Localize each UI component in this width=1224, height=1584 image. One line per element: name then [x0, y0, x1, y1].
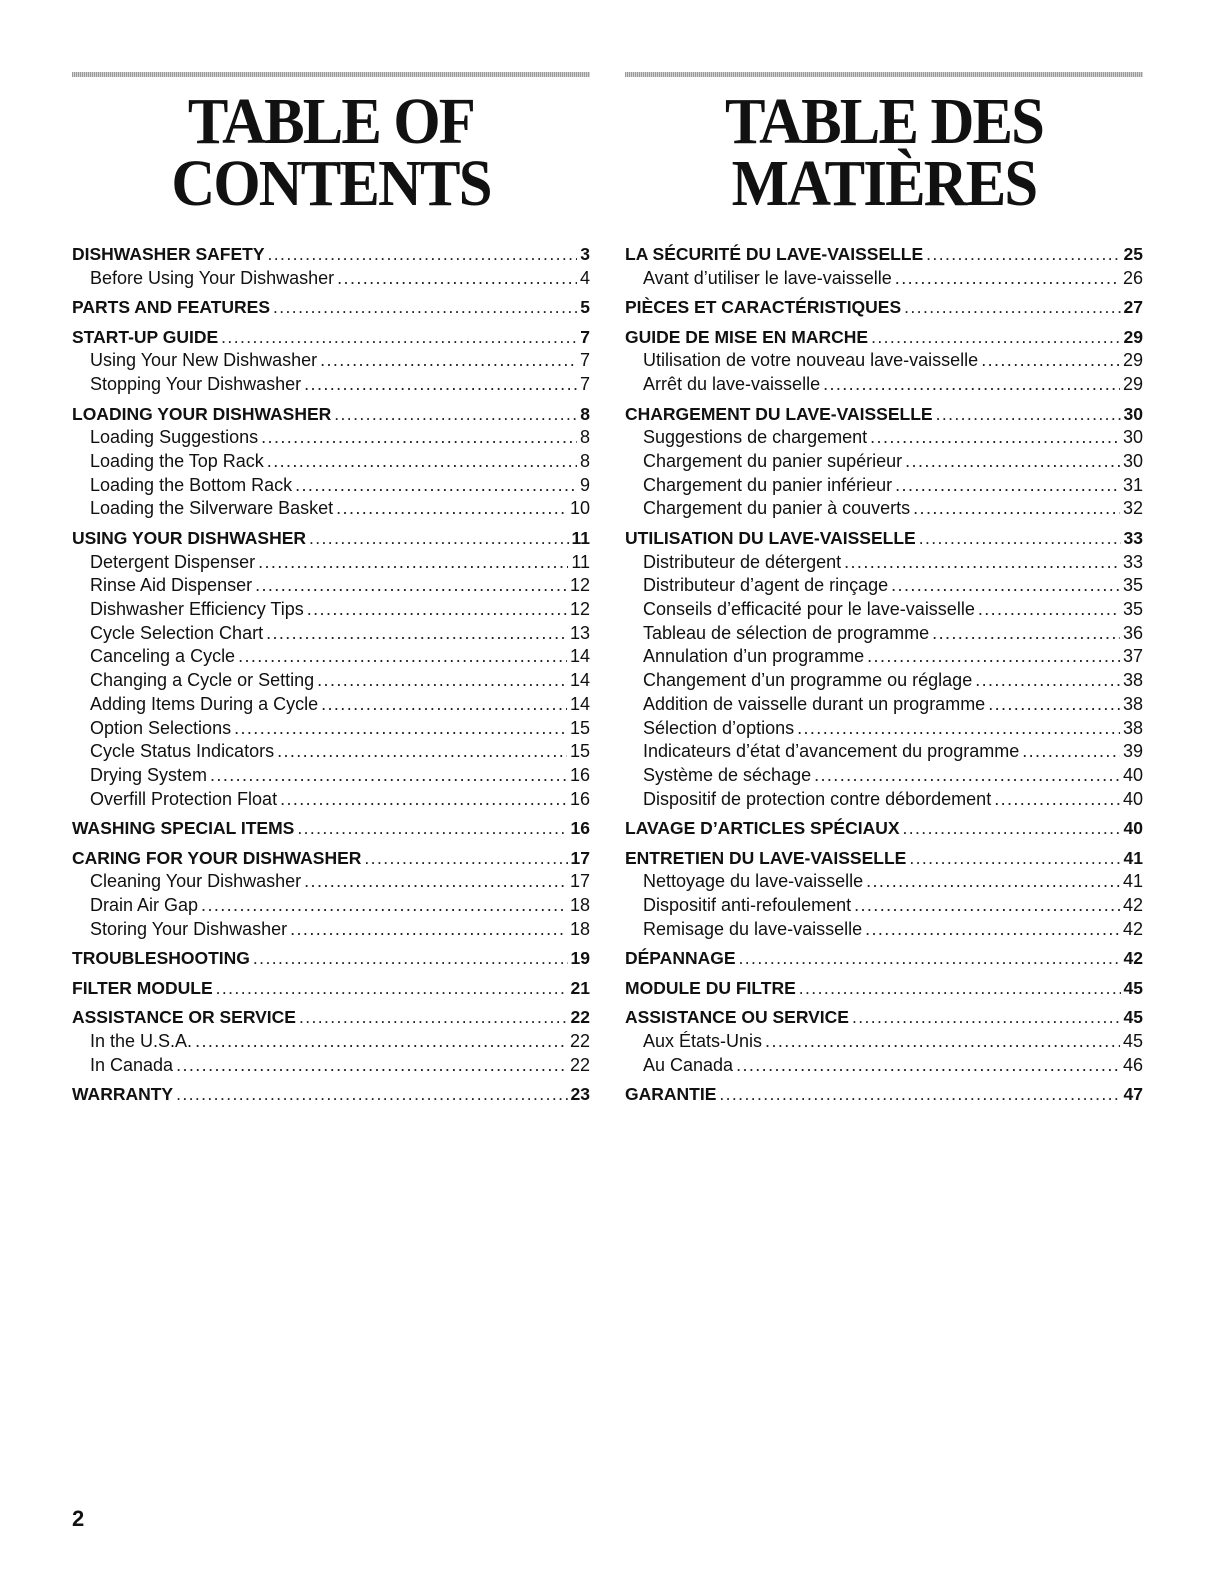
- toc-subsection-entry[interactable]: [625, 645, 1143, 669]
- toc-entry-page: 9: [579, 474, 590, 495]
- toc-entry-label: Suggestions de chargement: [643, 427, 868, 448]
- toc-section-entry[interactable]: [625, 847, 1143, 871]
- dot-leader: [905, 450, 1120, 474]
- toc-entry-page: 29: [1122, 374, 1143, 395]
- toc-subsection-entry[interactable]: [625, 740, 1143, 764]
- toc-entry-label: Loading the Bottom Rack: [90, 474, 293, 495]
- toc-subsection-entry[interactable]: [72, 788, 590, 812]
- toc-entry-label: Indicateurs d’état d’avancement du programme: [643, 741, 1020, 762]
- toc-entry-page: 22: [570, 1007, 590, 1028]
- toc-entry-label: Overfill Protection Float: [90, 788, 278, 809]
- toc-entry-label: LA SÉCURITÉ DU LAVE-VAISSELLE: [625, 244, 924, 264]
- toc-entry-label: MODULE DU FILTRE: [625, 977, 796, 998]
- dot-leader: [891, 574, 1120, 598]
- toc-entry-label: GARANTIE: [625, 1084, 717, 1105]
- toc-entry-page: 37: [1122, 646, 1143, 667]
- toc-entry-label: DISHWASHER SAFETY: [72, 244, 265, 264]
- toc-entry-page: 7: [580, 326, 590, 347]
- toc-subsection-entry[interactable]: [72, 717, 590, 741]
- toc-entry-label: In the U.S.A.: [90, 1030, 193, 1051]
- toc-entry-page: 29: [1122, 350, 1143, 371]
- toc-subsection-entry[interactable]: [72, 267, 590, 291]
- toc-entry-label: Avant d’utiliser le lave-vaisselle: [643, 267, 892, 288]
- dot-leader: [268, 243, 578, 267]
- toc-subsection-entry[interactable]: [625, 693, 1143, 717]
- toc-subsection-entry[interactable]: [625, 1054, 1143, 1078]
- toc-entry-page: 32: [1122, 498, 1143, 519]
- dot-leader: [978, 598, 1120, 622]
- toc-entry-label: UTILISATION DU LAVE-VAISSELLE: [625, 527, 916, 548]
- toc-section-entry[interactable]: [625, 243, 1143, 267]
- toc-entry-label: Dispositif anti-refoulement: [643, 895, 852, 916]
- dot-leader: [290, 918, 567, 942]
- toc-entry-label: Au Canada: [643, 1054, 734, 1075]
- toc-entry-page: 31: [1122, 474, 1143, 495]
- toc-section-entry[interactable]: [72, 817, 590, 841]
- toc-entry-page: 38: [1122, 717, 1143, 738]
- dot-leader: [895, 474, 1120, 498]
- toc-entry-label: Tableau de sélection de programme: [643, 622, 930, 643]
- toc-entry-label: Dispositif de protection contre débordement: [643, 788, 992, 809]
- toc-entry-label: Before Using Your Dishwasher: [90, 267, 335, 288]
- toc-section-entry[interactable]: [72, 296, 590, 320]
- toc-entry-label: Canceling a Cycle: [90, 646, 236, 667]
- toc-entry-page: 33: [1122, 551, 1143, 572]
- dot-leader: [299, 1006, 568, 1030]
- dot-leader: [234, 717, 567, 741]
- dot-leader: [266, 622, 567, 646]
- toc-entry-page: 8: [580, 403, 590, 424]
- dot-leader: [176, 1083, 567, 1107]
- toc-subsection-entry[interactable]: [72, 598, 590, 622]
- dot-leader: [870, 426, 1120, 450]
- toc-section-entry[interactable]: [72, 1083, 590, 1107]
- dot-leader: [981, 349, 1120, 373]
- toc-subsection-entry[interactable]: [625, 788, 1143, 812]
- dot-leader: [765, 1030, 1120, 1054]
- dot-leader: [255, 574, 567, 598]
- dot-leader: [814, 764, 1120, 788]
- toc-entry-page: 22: [569, 1030, 590, 1051]
- toc-entry-page: 45: [1123, 1007, 1143, 1028]
- dot-leader: [176, 1054, 567, 1078]
- toc-entry-label: Dishwasher Efficiency Tips: [90, 599, 304, 620]
- dot-leader: [871, 326, 1120, 350]
- toc-entry-page: 14: [569, 670, 590, 691]
- page-title-english: [93, 85, 570, 220]
- toc-subsection-entry[interactable]: [625, 598, 1143, 622]
- toc-entry-label: Remisage du lave-vaisselle: [643, 918, 863, 939]
- dot-leader: [280, 788, 567, 812]
- toc-entry-label: Annulation d’un programme: [643, 646, 865, 667]
- toc-entry-page: 17: [569, 871, 590, 892]
- dot-leader: [334, 403, 577, 427]
- dot-leader: [201, 894, 567, 918]
- toc-entry-label: Chargement du panier supérieur: [643, 451, 903, 472]
- toc-subsection-entry[interactable]: [625, 574, 1143, 598]
- toc-entry-label: Addition de vaisselle durant un programme: [643, 693, 986, 714]
- toc-subsection-entry[interactable]: [72, 669, 590, 693]
- toc-entry-page: 30: [1122, 427, 1143, 448]
- dot-leader: [867, 645, 1120, 669]
- dot-leader: [238, 645, 567, 669]
- toc-subsection-entry[interactable]: [72, 622, 590, 646]
- dot-leader: [210, 764, 567, 788]
- toc-subsection-entry[interactable]: [625, 267, 1143, 291]
- toc-subsection-entry[interactable]: [72, 450, 590, 474]
- toc-entry-page: 29: [1123, 326, 1143, 347]
- dot-leader: [895, 267, 1120, 291]
- toc-section-entry[interactable]: [625, 977, 1143, 1001]
- toc-entry-page: 16: [569, 788, 590, 809]
- dot-leader: [903, 817, 1121, 841]
- toc-entry-page: 13: [569, 622, 590, 643]
- toc-entry-label: Conseils d’efficacité pour le lave-vaisselle: [643, 599, 975, 620]
- toc-entry-page: 10: [569, 498, 590, 519]
- toc-subsection-entry[interactable]: [72, 426, 590, 450]
- toc-entry-label: WARRANTY: [72, 1084, 174, 1105]
- toc-entry-label: USING YOUR DISHWASHER: [72, 527, 307, 548]
- dot-leader: [854, 894, 1120, 918]
- toc-subsection-entry[interactable]: [625, 918, 1143, 942]
- dot-leader: [307, 598, 567, 622]
- dot-leader: [337, 267, 577, 291]
- toc-entry-page: 25: [1123, 244, 1143, 264]
- dot-leader: [852, 1006, 1121, 1030]
- toc-subsection-entry[interactable]: [625, 497, 1143, 521]
- french-column: [625, 72, 1143, 1107]
- toc-entry-label: PARTS AND FEATURES: [72, 297, 271, 318]
- toc-subsection-entry[interactable]: [625, 1030, 1143, 1054]
- toc-subsection-entry[interactable]: [625, 373, 1143, 397]
- toc-entry-label: Option Selections: [90, 717, 232, 738]
- toc-entry-page: 12: [569, 575, 590, 596]
- dot-leader: [309, 527, 568, 551]
- dot-leader: [739, 947, 1121, 971]
- toc-subsection-entry[interactable]: [72, 918, 590, 942]
- toc-section-entry[interactable]: [72, 527, 590, 551]
- toc-entry-page: 8: [579, 427, 590, 448]
- dot-leader: [195, 1030, 567, 1054]
- toc-entry-page: 33: [1123, 527, 1143, 548]
- title-line-1: TABLE OF: [187, 85, 475, 158]
- dot-leader: [295, 474, 577, 498]
- dot-leader: [865, 918, 1120, 942]
- dot-leader: [719, 1083, 1120, 1107]
- toc-list-french: [625, 243, 1143, 1107]
- toc-subsection-entry[interactable]: [625, 551, 1143, 575]
- toc-entry-label: LAVAGE D’ARTICLES SPÉCIAUX: [625, 818, 900, 839]
- toc-entry-page: 42: [1122, 895, 1143, 916]
- top-rule: [72, 72, 590, 77]
- toc-entry-page: 12: [569, 599, 590, 620]
- toc-entry-label: Cleaning Your Dishwasher: [90, 871, 302, 892]
- toc-subsection-entry[interactable]: [72, 894, 590, 918]
- toc-entry-page: 39: [1122, 741, 1143, 762]
- toc-section-entry[interactable]: [72, 977, 590, 1001]
- top-rule: [625, 72, 1143, 77]
- dot-leader: [364, 847, 567, 871]
- toc-entry-label: Cycle Selection Chart: [90, 622, 264, 643]
- toc-entry-label: In Canada: [90, 1054, 174, 1075]
- toc-subsection-entry[interactable]: [72, 740, 590, 764]
- toc-subsection-entry[interactable]: [72, 349, 590, 373]
- dot-leader: [336, 497, 567, 521]
- dot-leader: [913, 497, 1120, 521]
- toc-entry-label: Changement d’un programme ou réglage: [643, 670, 973, 691]
- toc-entry-label: Chargement du panier à couverts: [643, 498, 911, 519]
- toc-entry-label: LOADING YOUR DISHWASHER: [72, 403, 332, 424]
- toc-entry-page: 3: [580, 244, 590, 264]
- toc-entry-page: 23: [570, 1084, 590, 1105]
- toc-entry-page: 42: [1122, 918, 1143, 939]
- toc-entry-page: 15: [569, 741, 590, 762]
- toc-entry-label: Sélection d’options: [643, 717, 795, 738]
- dot-leader: [736, 1054, 1120, 1078]
- toc-entry-label: CARING FOR YOUR DISHWASHER: [72, 847, 362, 868]
- toc-entry-label: GUIDE DE MISE EN MARCHE: [625, 326, 869, 347]
- toc-entry-label: Loading the Silverware Basket: [90, 498, 334, 519]
- toc-subsection-entry[interactable]: [625, 622, 1143, 646]
- toc-entry-page: 38: [1122, 670, 1143, 691]
- toc-entry-label: START-UP GUIDE: [72, 326, 219, 347]
- dot-leader: [932, 622, 1120, 646]
- toc-entry-label: FILTER MODULE: [72, 977, 213, 998]
- toc-entry-label: Aux États-Unis: [643, 1030, 763, 1051]
- page-number: 2: [72, 1506, 85, 1531]
- toc-entry-label: ASSISTANCE OU SERVICE: [625, 1007, 849, 1028]
- toc-entry-label: Distributeur d’agent de rinçage: [643, 575, 889, 596]
- toc-entry-label: CHARGEMENT DU LAVE-VAISSELLE: [625, 403, 933, 424]
- toc-subsection-entry[interactable]: [72, 645, 590, 669]
- dot-leader: [994, 788, 1120, 812]
- toc-entry-page: 11: [571, 551, 590, 572]
- toc-subsection-entry[interactable]: [625, 764, 1143, 788]
- dot-leader: [919, 527, 1121, 551]
- toc-subsection-entry[interactable]: [72, 551, 590, 575]
- toc-entry-label: TROUBLESHOOTING: [72, 948, 250, 969]
- toc-subsection-entry[interactable]: [625, 474, 1143, 498]
- dot-leader: [216, 977, 568, 1001]
- toc-entry-page: 8: [579, 451, 590, 472]
- dot-leader: [320, 349, 577, 373]
- toc-entry-page: 7: [579, 350, 590, 371]
- toc-entry-page: 40: [1122, 764, 1143, 785]
- toc-entry-page: 41: [1122, 871, 1143, 892]
- toc-entry-page: 14: [569, 646, 590, 667]
- toc-subsection-entry[interactable]: [72, 1030, 590, 1054]
- dot-leader: [904, 296, 1120, 320]
- toc-section-entry[interactable]: [72, 1006, 590, 1030]
- toc-subsection-entry[interactable]: [625, 450, 1143, 474]
- toc-subsection-entry[interactable]: [72, 1054, 590, 1078]
- toc-entry-page: 45: [1122, 1030, 1143, 1051]
- dot-leader: [988, 693, 1120, 717]
- dot-leader: [844, 551, 1120, 575]
- dot-leader: [797, 717, 1120, 741]
- toc-entry-page: 5: [580, 297, 590, 318]
- toc-entry-page: 38: [1122, 693, 1143, 714]
- toc-subsection-entry[interactable]: [72, 870, 590, 894]
- dot-leader: [304, 373, 577, 397]
- toc-entry-label: Storing Your Dishwasher: [90, 918, 288, 939]
- toc-entry-page: 18: [569, 918, 590, 939]
- toc-entry-page: 19: [570, 948, 590, 969]
- dot-leader: [253, 947, 568, 971]
- toc-entry-label: Arrêt du lave-vaisselle: [643, 374, 821, 395]
- toc-entry-label: Changing a Cycle or Setting: [90, 670, 315, 691]
- toc-section-entry[interactable]: [72, 403, 590, 427]
- dot-leader: [936, 403, 1121, 427]
- title-line-1: TABLE DES: [724, 85, 1044, 158]
- toc-entry-label: Système de séchage: [643, 764, 812, 785]
- page-title-french: [646, 85, 1123, 220]
- dot-leader: [297, 817, 567, 841]
- toc-entry-label: ASSISTANCE OR SERVICE: [72, 1007, 296, 1028]
- toc-section-entry[interactable]: [625, 1006, 1143, 1030]
- toc-section-entry[interactable]: [625, 296, 1143, 320]
- dot-leader: [321, 693, 567, 717]
- toc-section-entry[interactable]: [625, 947, 1143, 971]
- toc-entry-label: Cycle Status Indicators: [90, 741, 275, 762]
- toc-entry-label: Using Your New Dishwasher: [90, 350, 318, 371]
- toc-entry-page: 22: [569, 1054, 590, 1075]
- toc-subsection-entry[interactable]: [625, 717, 1143, 741]
- title-line-2: CONTENTS: [171, 147, 491, 220]
- toc-section-entry[interactable]: [72, 947, 590, 971]
- toc-entry-label: Chargement du panier inférieur: [643, 474, 893, 495]
- toc-subsection-entry[interactable]: [72, 764, 590, 788]
- toc-section-entry[interactable]: [72, 326, 590, 350]
- dot-leader: [975, 669, 1120, 693]
- toc-entry-page: 16: [570, 818, 590, 839]
- dot-leader: [261, 426, 577, 450]
- english-column: [72, 72, 590, 1107]
- toc-entry-label: Loading Suggestions: [90, 427, 259, 448]
- toc-entry-page: 30: [1123, 403, 1143, 424]
- toc-entry-page: 36: [1122, 622, 1143, 643]
- toc-entry-label: Rinse Aid Dispenser: [90, 575, 253, 596]
- toc-entry-label: DÉPANNAGE: [625, 948, 736, 969]
- toc-entry-label: Nettoyage du lave-vaisselle: [643, 871, 864, 892]
- toc-entry-page: 41: [1123, 847, 1143, 868]
- toc-section-entry[interactable]: [72, 243, 590, 267]
- toc-subsection-entry[interactable]: [625, 669, 1143, 693]
- toc-section-entry[interactable]: [72, 847, 590, 871]
- toc-entry-label: Utilisation de votre nouveau lave-vaisselle: [643, 350, 979, 371]
- toc-section-entry[interactable]: [625, 1083, 1143, 1107]
- toc-entry-page: 26: [1122, 267, 1143, 288]
- toc-entry-page: 35: [1122, 575, 1143, 596]
- dot-leader: [304, 870, 567, 894]
- toc-entry-label: Drain Air Gap: [90, 895, 199, 916]
- toc-entry-page: 30: [1122, 451, 1143, 472]
- toc-entry-page: 21: [570, 977, 590, 998]
- toc-entry-page: 45: [1123, 977, 1143, 998]
- toc-entry-page: 4: [579, 267, 590, 288]
- toc-entry-label: WASHING SPECIAL ITEMS: [72, 818, 295, 839]
- toc-entry-label: Loading the Top Rack: [90, 451, 264, 472]
- toc-entry-label: ENTRETIEN DU LAVE-VAISSELLE: [625, 847, 907, 868]
- toc-entry-label: Detergent Dispenser: [90, 551, 256, 572]
- toc-entry-page: 46: [1122, 1054, 1143, 1075]
- toc-subsection-entry[interactable]: [625, 870, 1143, 894]
- dot-leader: [221, 326, 577, 350]
- dot-leader: [866, 870, 1120, 894]
- dot-leader: [909, 847, 1120, 871]
- toc-entry-label: Drying System: [90, 764, 208, 785]
- toc-list-english: [72, 243, 590, 1107]
- toc-entry-page: 42: [1123, 948, 1143, 969]
- dot-leader: [926, 243, 1120, 267]
- toc-section-entry[interactable]: [625, 817, 1143, 841]
- dot-leader: [277, 740, 567, 764]
- toc-section-entry[interactable]: [625, 527, 1143, 551]
- toc-entry-page: 16: [569, 764, 590, 785]
- toc-entry-page: 15: [569, 717, 590, 738]
- toc-subsection-entry[interactable]: [625, 349, 1143, 373]
- toc-section-entry[interactable]: [625, 326, 1143, 350]
- dot-leader: [823, 373, 1120, 397]
- toc-subsection-entry[interactable]: [72, 474, 590, 498]
- toc-entry-page: 35: [1122, 599, 1143, 620]
- toc-section-entry[interactable]: [625, 403, 1143, 427]
- toc-entry-label: Stopping Your Dishwasher: [90, 374, 302, 395]
- toc-subsection-entry[interactable]: [625, 894, 1143, 918]
- toc-entry-page: 18: [569, 895, 590, 916]
- toc-entry-page: 40: [1122, 788, 1143, 809]
- toc-entry-label: Distributeur de détergent: [643, 551, 842, 572]
- toc-entry-page: 14: [569, 693, 590, 714]
- dot-leader: [317, 669, 567, 693]
- dot-leader: [267, 450, 577, 474]
- dot-leader: [799, 977, 1121, 1001]
- dot-leader: [258, 551, 568, 575]
- toc-entry-page: 47: [1123, 1084, 1143, 1105]
- toc-subsection-entry[interactable]: [72, 373, 590, 397]
- toc-subsection-entry[interactable]: [72, 497, 590, 521]
- toc-entry-page: 17: [570, 847, 590, 868]
- dot-leader: [1022, 740, 1120, 764]
- toc-subsection-entry[interactable]: [72, 574, 590, 598]
- toc-entry-label: Adding Items During a Cycle: [90, 693, 319, 714]
- toc-entry-page: 27: [1123, 297, 1143, 318]
- toc-entry-page: 40: [1123, 818, 1143, 839]
- toc-entry-page: 11: [571, 527, 590, 548]
- dot-leader: [273, 296, 577, 320]
- title-line-2: MATIÈRES: [731, 147, 1037, 220]
- toc-entry-label: PIÈCES ET CARACTÉRISTIQUES: [625, 297, 902, 318]
- toc-subsection-entry[interactable]: [625, 426, 1143, 450]
- toc-subsection-entry[interactable]: [72, 693, 590, 717]
- toc-entry-page: 7: [579, 374, 590, 395]
